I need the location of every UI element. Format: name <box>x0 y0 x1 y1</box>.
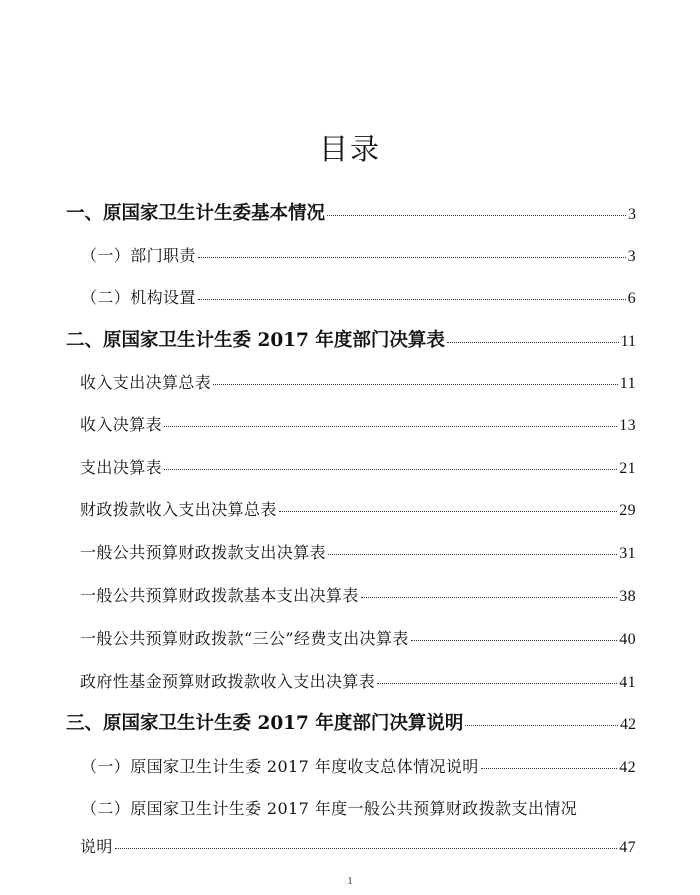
toc-entry-page: 29 <box>619 502 636 519</box>
dot-leader <box>481 768 617 769</box>
toc-entry[interactable] <box>81 754 636 781</box>
toc-entry-page: 31 <box>619 545 636 562</box>
toc-entry[interactable] <box>80 626 636 653</box>
toc-entry-label: 收入支出决算总表 <box>80 373 212 392</box>
toc-entry-label: 政府性基金预算财政拨款收入支出决算表 <box>80 672 376 691</box>
toc-entry-page: 42 <box>620 716 636 733</box>
toc-entry[interactable] <box>80 412 636 439</box>
toc-entry[interactable] <box>66 710 636 739</box>
toc-entry-label: （二）机构设置 <box>81 288 196 307</box>
toc-entry-page: 11 <box>620 333 636 350</box>
toc-entry[interactable] <box>81 243 636 270</box>
toc-entry-page: 42 <box>619 759 636 776</box>
dot-leader <box>411 640 617 641</box>
toc-entry-label-continuation: 说明 <box>80 837 113 856</box>
toc-entry[interactable] <box>80 834 636 861</box>
toc-entry-label: 支出决算表 <box>80 458 163 477</box>
toc-entry-page: 47 <box>619 839 636 856</box>
dot-leader <box>198 299 626 300</box>
dot-leader <box>279 511 617 512</box>
toc-entry-label: 财政拨款收入支出决算总表 <box>80 500 277 519</box>
page-title: 目录 <box>318 132 381 166</box>
dot-leader <box>465 725 618 726</box>
toc-entry-label: 一般公共预算财政拨款支出决算表 <box>80 543 327 562</box>
toc-entry-label: 一般公共预算财政拨款“三公”经费支出决算表 <box>80 629 409 648</box>
toc-entry[interactable] <box>80 497 636 524</box>
dot-leader <box>377 683 617 684</box>
toc-entry-page: 41 <box>619 674 636 691</box>
toc-entry-label: 二、原国家卫生计生委 2017 年度部门决算表 <box>66 330 445 351</box>
dot-leader <box>447 342 619 343</box>
dot-leader <box>327 215 626 216</box>
toc-entry[interactable] <box>80 669 636 696</box>
dot-leader <box>164 426 617 427</box>
toc-entry-label: 一般公共预算财政拨款基本支出决算表 <box>80 586 359 605</box>
toc-entry-label: （一）部门职责 <box>81 246 196 265</box>
toc-entry[interactable] <box>80 455 636 482</box>
toc-entry-label[interactable]: （二）原国家卫生计生委 2017 年度一般公共预算财政拨款支出情况 <box>81 799 578 818</box>
page-number: 1 <box>347 875 353 887</box>
dot-leader <box>198 257 626 258</box>
toc-entry[interactable] <box>80 540 636 567</box>
toc-entry-label: 三、原国家卫生计生委 2017 年度部门决算说明 <box>66 713 464 734</box>
toc-entry[interactable] <box>66 327 636 356</box>
toc-entry-label: 收入决算表 <box>80 415 163 434</box>
dot-leader <box>213 384 618 385</box>
toc-entry-page: 38 <box>619 588 636 605</box>
toc-entry-page: 6 <box>627 290 636 307</box>
toc-entry-page: 21 <box>619 460 636 477</box>
toc-entry-page: 3 <box>628 206 636 223</box>
toc-entry-page: 13 <box>619 417 636 434</box>
toc-entry[interactable] <box>80 370 636 397</box>
toc-entry-page: 11 <box>619 375 636 392</box>
toc-entry[interactable] <box>80 583 636 610</box>
toc-entry-page: 3 <box>627 248 636 265</box>
dot-leader <box>328 554 617 555</box>
toc-entry-page: 40 <box>619 631 636 648</box>
toc-entry[interactable] <box>66 200 636 229</box>
toc-entry-label: 一、原国家卫生计生委基本情况 <box>66 203 326 224</box>
dot-leader <box>164 469 617 470</box>
dot-leader <box>115 848 617 849</box>
toc-entry-label: （一）原国家卫生计生委 2017 年度收支总体情况说明 <box>81 757 479 776</box>
dot-leader <box>361 597 617 598</box>
toc-entry[interactable] <box>81 285 636 312</box>
